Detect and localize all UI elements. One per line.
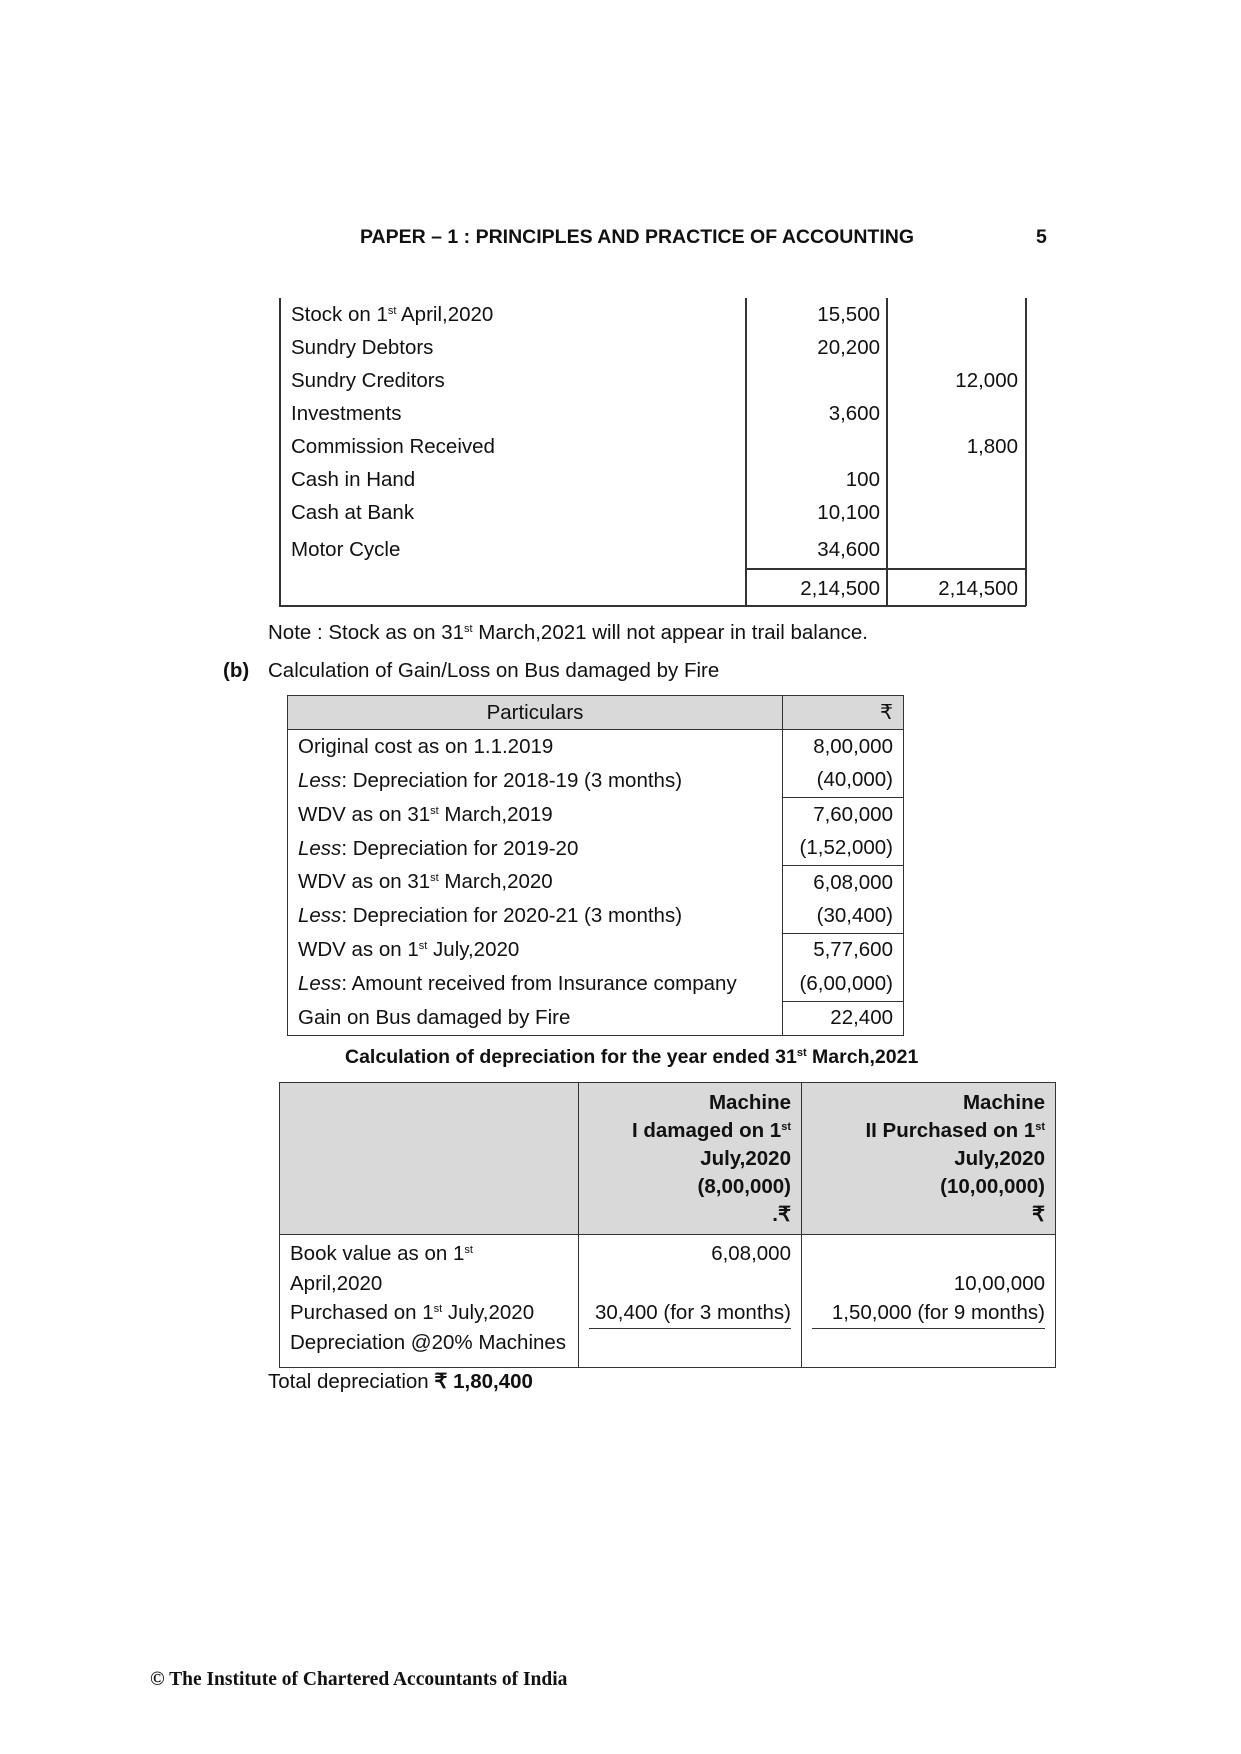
tb-row-debit: 10,100 bbox=[817, 501, 880, 524]
bus-table-row bbox=[288, 764, 904, 798]
bus-row-amount: (1,52,000) bbox=[783, 832, 904, 866]
bus-row-amount: (6,00,000) bbox=[783, 967, 904, 1001]
tb-divider-1 bbox=[745, 298, 747, 606]
dep-heading: Calculation of depreciation for the year ended 31st March,2021 bbox=[345, 1046, 919, 1068]
tb-divider-2 bbox=[886, 298, 888, 606]
bus-row-particular: Less: Depreciation for 2018-19 (3 months) bbox=[288, 764, 783, 798]
bus-row-particular: WDV as on 31st March,2019 bbox=[288, 798, 783, 832]
bus-table-row bbox=[288, 899, 904, 933]
bus-row-particular: WDV as on 31st March,2020 bbox=[288, 865, 783, 899]
bus-row-amount: (40,000) bbox=[783, 764, 904, 798]
bus-row-particular: Original cost as on 1.1.2019 bbox=[288, 730, 783, 764]
bus-row-particular: WDV as on 1st July,2020 bbox=[288, 933, 783, 967]
bus-row-particular: Less: Depreciation for 2020-21 (3 months) bbox=[288, 899, 783, 933]
tb-row-label: Sundry Creditors bbox=[291, 369, 445, 392]
note: Note : Stock as on 31st March,2021 will not appear in trail balance. bbox=[268, 621, 868, 644]
bus-table-row bbox=[288, 865, 904, 899]
tb-total-line bbox=[745, 568, 1026, 570]
tb-row-label: Motor Cycle bbox=[291, 538, 401, 561]
tb-row-label: Cash at Bank bbox=[291, 501, 415, 524]
bus-row-amount: 8,00,000 bbox=[783, 730, 904, 764]
tb-row-debit bbox=[760, 432, 880, 462]
page-title: PAPER – 1 : PRINCIPLES AND PRACTICE OF ACCOUNTING bbox=[360, 226, 914, 248]
bus-row-amount: (30,400) bbox=[783, 899, 904, 933]
bus-col-particulars: Particulars bbox=[288, 696, 783, 730]
bus-table-row bbox=[288, 832, 904, 866]
bus-table-row bbox=[288, 933, 904, 967]
tb-row-credit: 12,000 bbox=[955, 369, 1018, 392]
tb-right-border bbox=[1025, 298, 1027, 606]
part-b-heading: Calculation of Gain/Loss on Bus damaged by Fire bbox=[268, 659, 720, 682]
dep-machine-1-values: 6,08,000 30,400 (for 3 months) bbox=[579, 1235, 802, 1368]
tb-bottom-line bbox=[279, 605, 1026, 607]
tb-row-debit: 100 bbox=[845, 468, 880, 491]
tb-row-label: Commission Received bbox=[291, 435, 495, 458]
bus-row-particular: Gain on Bus damaged by Fire bbox=[288, 1001, 783, 1035]
depreciation-table bbox=[279, 1082, 1056, 1368]
tb-row-label: Sundry Debtors bbox=[291, 336, 434, 359]
tb-row-debit: 34,600 bbox=[817, 538, 880, 561]
bus-table bbox=[287, 695, 904, 1036]
tb-row-credit bbox=[900, 535, 1018, 565]
total-depreciation: Total depreciation ₹ 1,80,400 bbox=[268, 1370, 533, 1393]
tb-row-debit: 20,200 bbox=[817, 336, 880, 359]
tb-row-debit bbox=[760, 366, 880, 396]
bus-row-particular: Less: Depreciation for 2019-20 bbox=[288, 832, 783, 866]
footer-copyright: © The Institute of Chartered Accountants of India bbox=[150, 1669, 568, 1690]
bus-table-row bbox=[288, 1001, 904, 1035]
tb-row-credit: 1,800 bbox=[966, 435, 1018, 458]
dep-head-machine-1: Machine I damaged on 1st July,2020 (8,00,000) .₹ bbox=[579, 1083, 802, 1235]
tb-row-credit bbox=[900, 465, 1018, 495]
tb-row-label: Investments bbox=[291, 402, 402, 425]
tb-row-credit bbox=[900, 333, 1018, 363]
tb-total-cr: 2,14,500 bbox=[938, 577, 1018, 600]
dep-labels: Book value as on 1st April,2020 Purchased on 1st July,2020 Depreciation @20% Machines bbox=[280, 1235, 579, 1368]
bus-col-rupee: ₹ bbox=[783, 696, 904, 730]
bus-table-row bbox=[288, 730, 904, 764]
bus-row-particular: Less: Amount received from Insurance company bbox=[288, 967, 783, 1001]
tb-row-credit bbox=[900, 300, 1018, 330]
tb-row-debit: 3,600 bbox=[828, 402, 880, 425]
page-number: 5 bbox=[1036, 226, 1047, 248]
tb-row-debit: 15,500 bbox=[817, 303, 880, 326]
bus-row-amount: 5,77,600 bbox=[783, 933, 904, 967]
tb-row-label: Cash in Hand bbox=[291, 468, 416, 491]
tb-row-credit bbox=[900, 399, 1018, 429]
bus-row-amount: 7,60,000 bbox=[783, 798, 904, 832]
part-b-label: (b) bbox=[223, 659, 250, 682]
tb-row-credit bbox=[900, 498, 1018, 528]
dep-head-blank bbox=[280, 1083, 579, 1235]
bus-table-row bbox=[288, 798, 904, 832]
tb-left-border bbox=[279, 298, 281, 606]
tb-total-dr: 2,14,500 bbox=[800, 577, 880, 600]
tb-row-label: Stock on 1st April,2020 bbox=[291, 303, 494, 326]
bus-row-amount: 22,400 bbox=[783, 1001, 904, 1035]
dep-head-machine-2: Machine II Purchased on 1st July,2020 (10,00,000) ₹ bbox=[802, 1083, 1056, 1235]
bus-table-row bbox=[288, 967, 904, 1001]
bus-row-amount: 6,08,000 bbox=[783, 865, 904, 899]
dep-machine-2-values: 10,00,000 1,50,000 (for 9 months) bbox=[802, 1235, 1056, 1368]
